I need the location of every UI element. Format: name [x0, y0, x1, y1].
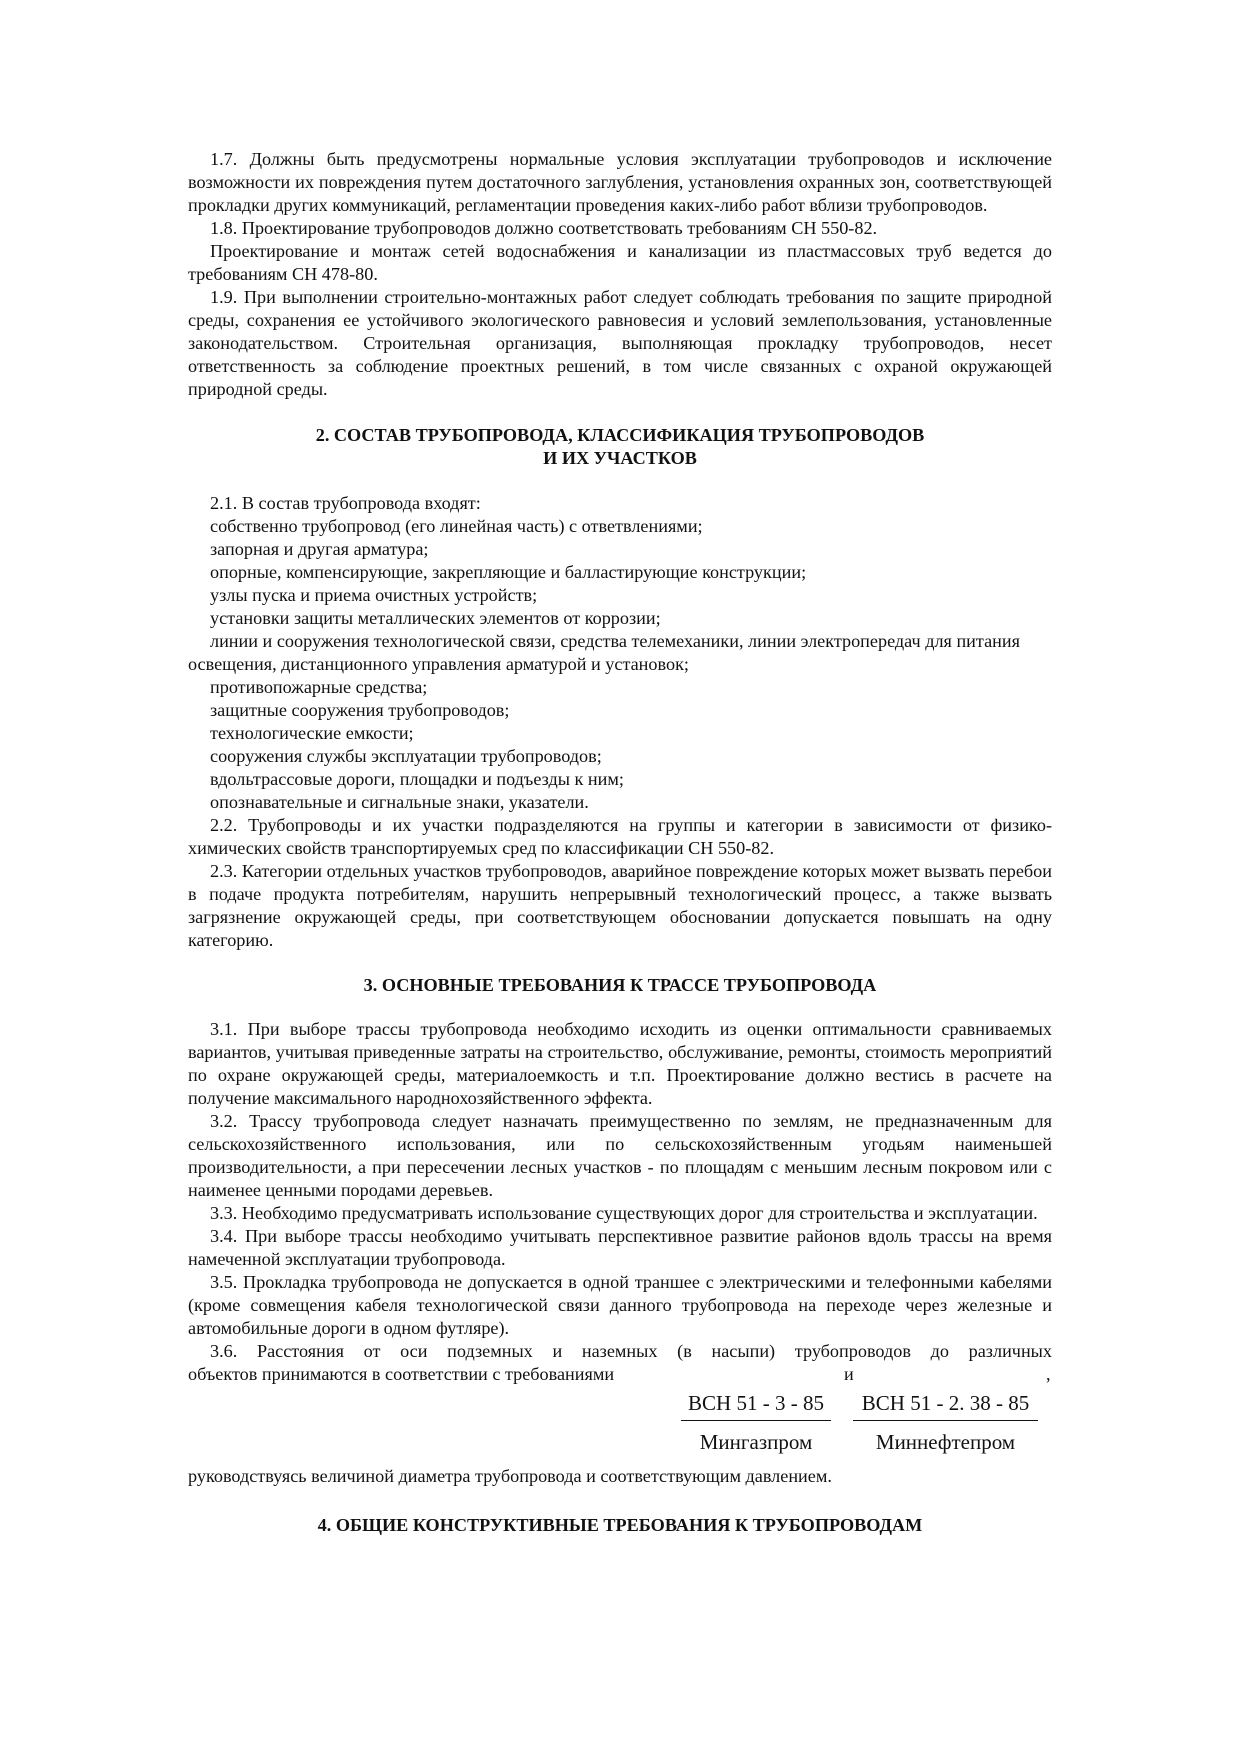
paragraph-3-6-line-2 — [188, 1363, 1052, 1386]
paragraph-1-8-continued: Проектирование и монтаж сетей водоснабжения и канализации из пластмассовых труб ведется до требованиям СН 478-80. — [188, 241, 1052, 284]
list-item: опознавательные и сигнальные знаки, указатели. — [210, 792, 589, 812]
list-item: технологические емкости; — [210, 723, 414, 743]
paragraph-3-6-after: руководствуясь величиной диаметра трубопровода и соответствующим давлением. — [188, 1466, 832, 1486]
list-item: вдольтрассовые дороги, площадки и подъезды к ним; — [210, 769, 624, 789]
fraction-vsn-51-2-38-85 — [853, 1386, 1038, 1459]
list-item: противопожарные средства; — [210, 677, 428, 697]
paragraph-3-6-text: объектов принимаются в соответствии с требованиями — [188, 1364, 615, 1384]
section-2-heading — [188, 401, 1052, 492]
paragraph-1-7: 1.7. Должны быть предусмотрены нормальные условия эксплуатации трубопроводов и исключение возможности их повреждения путем достаточного заглубления, установления охранных зон, соответствующей прокладки других коммуникаций, регламентации проведения каких-либо работ вблизи трубопроводов. — [188, 149, 1052, 215]
paragraph-2-2: 2.2. Трубопроводы и их участки подразделяются на группы и категории в зависимости от физико-химических свойств транспортируемых сред по классификации СН 550-82. — [188, 815, 1052, 858]
paragraph-3-3: 3.3. Необходимо предусматривать использование существующих дорог для строительства и эксплуатации. — [210, 1203, 1038, 1223]
paragraph-1-8: 1.8. Проектирование трубопроводов должно соответствовать требованиям СН 550-82. — [210, 218, 878, 238]
paragraph-2-1: 2.1. В состав трубопровода входят: — [210, 493, 481, 513]
section-3-heading — [188, 952, 1052, 1018]
fraction-numerator: ВСН 51 - 2. 38 - 85 — [853, 1386, 1038, 1421]
section-3-title: 3. ОСНОВНЫЕ ТРЕБОВАНИЯ К ТРАССЕ ТРУБОПРОВОДА — [363, 975, 877, 995]
list-item: опорные, компенсирующие, закрепляющие и балластирующие конструкции; — [210, 562, 807, 582]
section-2-title-line-1: 2. СОСТАВ ТРУБОПРОВОДА, КЛАССИФИКАЦИЯ ТРУБОПРОВОДОВ — [315, 425, 925, 445]
section-2-title-line-2: И ИХ УЧАСТКОВ — [543, 448, 697, 468]
paragraph-1-9: 1.9. При выполнении строительно-монтажных работ следует соблюдать требования по защите природной среды, сохранения ее устойчивого экологического равновесия и условий землепользования, установленные законодательством. Строительная организация, выполняющая прокладку трубопроводов, несет ответственность за соблюдение проектных решений, в том числе связанных с охраной окружающей природной среды. — [188, 287, 1052, 399]
standards-fractions — [188, 1386, 1052, 1465]
paragraph-3-4: 3.4. При выборе трассы необходимо учитывать перспективное развитие районов вдоль трассы на время намеченной эксплуатации трубопровода. — [188, 1226, 1052, 1269]
trailing-comma: , — [1046, 1364, 1051, 1384]
fraction-denominator: Мингазпром — [699, 1430, 813, 1454]
list-item: узлы пуска и приема очистных устройств; — [210, 585, 538, 605]
paragraph-3-5: 3.5. Прокладка трубопровода не допускается в одной траншее с электрическими и телефонными кабелями (кроме совмещения кабеля технологической связи данного трубопровода на переходе через железные и автомобильные дороги в одном футляре). — [188, 1272, 1052, 1338]
paragraph-3-6-line-1: 3.6. Расстояния от оси подземных и наземных (в насыпи) трубопроводов до различных — [210, 1341, 1052, 1361]
fraction-numerator: ВСН 51 - 3 - 85 — [681, 1386, 831, 1421]
paragraph-3-2: 3.2. Трассу трубопровода следует назначать преимущественно по землям, не предназначенным для сельскохозяйственного использования, или по сельскохозяйственным угодьям наименьшей производительности, а при пересечении лесных участков - по площадям с меньшим лесным покровом или с наименее ценными породами деревьев. — [188, 1111, 1052, 1200]
list-item: установки защиты металлических элементов от коррозии; — [210, 608, 661, 628]
list-item: запорная и другая арматура; — [210, 539, 429, 559]
list-item: сооружения службы эксплуатации трубопроводов; — [210, 746, 602, 766]
list-item: защитные сооружения трубопроводов; — [210, 700, 510, 720]
section-4-title: 4. ОБЩИЕ КОНСТРУКТИВНЫЕ ТРЕБОВАНИЯ К ТРУБОПРОВОДАМ — [317, 1515, 923, 1535]
paragraph-2-3: 2.3. Категории отдельных участков трубопроводов, аварийное повреждение которых может вызвать перебои в подаче продукта потребителям, нарушить непрерывный технологический процесс, а также вызвать загрязнение окружающей среды, при соответствующем обосновании допускается повышать на одну категорию. — [188, 861, 1052, 950]
list-item: линии и сооружения технологической связи, средства телемеханики, линии электропередач для питания освещения, дистанционного управления арматурой и установок; — [188, 631, 1020, 674]
list-item: собственно трубопровод (его линейная часть) с ответвлениями; — [210, 516, 703, 536]
document-page — [188, 148, 1052, 1537]
conjunction-and: и — [844, 1364, 854, 1384]
paragraph-3-1: 3.1. При выборе трассы трубопровода необходимо исходить из оценки оптимальности сравниваемых вариантов, учитывая приведенные затраты на строительство, обслуживание, ремонты, стоимость мероприятий по охране окружающей среды, материалоемкость и т.п. Проектирование должно вестись в расчете на получение максимального народнохозяйственного эффекта. — [188, 1019, 1052, 1108]
section-4-heading — [188, 1488, 1052, 1537]
fraction-denominator: Миннефтепром — [875, 1430, 1016, 1454]
fraction-vsn-51-3-85 — [681, 1386, 831, 1459]
